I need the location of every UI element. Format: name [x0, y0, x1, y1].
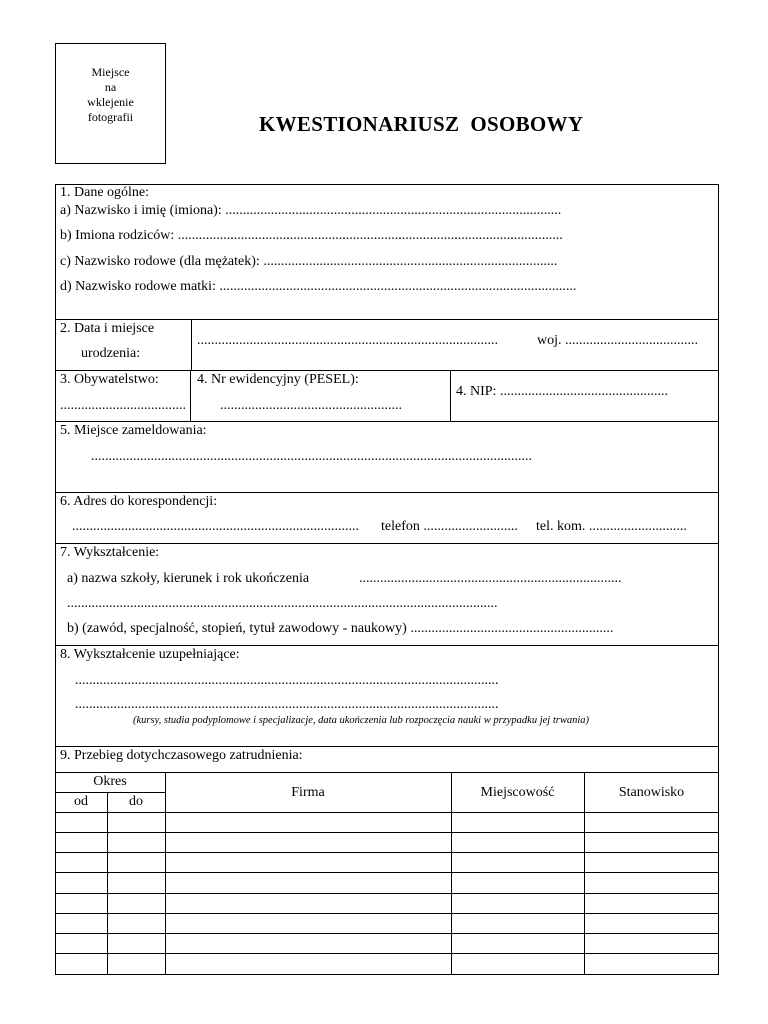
- s8-field-line-2[interactable]: [75, 698, 499, 712]
- s4-pesel-dots: ....................................................: [220, 398, 402, 413]
- table-row[interactable]: [55, 954, 719, 974]
- s4-field-nip[interactable]: [456, 385, 668, 399]
- s7-field-profession[interactable]: [67, 622, 613, 636]
- s3-field-citizenship[interactable]: [60, 399, 186, 413]
- s2-field-voivodeship[interactable]: [537, 334, 698, 348]
- s8-dots-2: .........................................................................................................................: [75, 697, 499, 712]
- table-header-firma: Firma: [291, 785, 325, 800]
- photo-text-line-4: fotografii: [87, 110, 134, 124]
- divider-s1-s2: [55, 319, 719, 320]
- s7-a-label: a) nazwa szkoły, kierunek i rok ukończenia: [67, 571, 310, 586]
- divider-s2-s3: [55, 370, 719, 371]
- s3-label: 3. Obywatelstwo:: [60, 372, 159, 387]
- s1-field-parents-names[interactable]: [60, 229, 563, 243]
- divider-s8-s9: [55, 746, 719, 747]
- s4-nip-dots: ................................................: [499, 384, 668, 399]
- s6-dots-address: ..................................................................................: [72, 519, 359, 534]
- table-row[interactable]: [55, 914, 719, 934]
- s3-dots: ....................................: [60, 398, 186, 413]
- s8-label: 8. Wykształcenie uzupełniające:: [60, 647, 240, 662]
- s6-dots-phone: ...........................: [423, 519, 518, 534]
- divider-s2-vertical: [191, 319, 192, 370]
- s6-field-phone[interactable]: [381, 520, 518, 534]
- s6-field-mobile[interactable]: [536, 520, 687, 534]
- s1-b-dots: ..............................................................................................................: [177, 228, 563, 243]
- photo-text-line-1: Miejsce: [91, 65, 130, 79]
- s6-dots-mobile: ............................: [588, 519, 687, 534]
- table-header-stanowisko: Stanowisko: [618, 785, 685, 800]
- table-header-okres: Okres: [93, 774, 127, 789]
- s7-b-label: b) (zawód, specjalność, stopień, tytuł zawodowy - naukowy): [67, 621, 407, 636]
- s2-dots-place: ......................................................................................: [197, 333, 498, 348]
- s1-header: 1. Dane ogólne:: [60, 185, 150, 200]
- photo-text-line-2: na: [104, 80, 117, 94]
- s7-b-dots: ..........................................................: [410, 621, 614, 636]
- s1-b-label: b) Imiona rodziców:: [60, 228, 175, 243]
- s6-telefon-label: telefon: [381, 519, 420, 534]
- s2-label-line-2: urodzenia:: [81, 346, 141, 361]
- s6-field-address[interactable]: [72, 520, 359, 534]
- s1-c-dots: ....................................................................................: [263, 254, 558, 269]
- divider-s9-table: [55, 772, 719, 773]
- s5-field-registered-address[interactable]: [91, 450, 532, 464]
- s4-field-pesel[interactable]: [220, 399, 402, 413]
- s2-label-line-1: 2. Data i miejsce: [60, 321, 155, 336]
- s1-d-label: d) Nazwisko rodowe matki:: [60, 279, 216, 294]
- table-header-miejscowosc: Miejscowość: [480, 785, 555, 800]
- divider-s5-s6: [55, 492, 719, 493]
- table-header-od: od: [74, 794, 88, 809]
- s7-field-school[interactable]: [359, 572, 622, 586]
- s1-field-surname-name[interactable]: [60, 204, 561, 218]
- s1-c-label: c) Nazwisko rodowe (dla mężatek):: [60, 254, 260, 269]
- s8-note: (kursy, studia podyplomowe i specjalizacje, data ukończenia lub rozpoczęcia nauki w przypadku jej trwania): [133, 715, 590, 726]
- s1-a-dots: ................................................................................................: [225, 203, 562, 218]
- s7-dots-line: ...........................................................................................................................: [67, 596, 498, 611]
- s7-a-dots: ...........................................................................: [359, 571, 622, 586]
- s6-label: 6. Adres do korespondencji:: [60, 494, 218, 509]
- s7-field-school-continued[interactable]: [67, 597, 498, 611]
- divider-s3-s4-vertical: [190, 370, 191, 421]
- table-row[interactable]: [55, 833, 719, 853]
- divider-s4-nip-vertical: [450, 370, 451, 421]
- s4-pesel-label: 4. Nr ewidencyjny (PESEL):: [197, 372, 359, 387]
- s5-dots: ..............................................................................................................................: [91, 449, 532, 464]
- s4-nip-label: 4. NIP:: [456, 384, 497, 399]
- divider-s7-s8: [55, 645, 719, 646]
- photo-placeholder-text: [56, 65, 165, 125]
- table-row[interactable]: [55, 873, 719, 893]
- s6-telkom-label: tel. kom.: [536, 519, 586, 534]
- photo-placeholder-box: [55, 43, 166, 164]
- s2-field-birth-place[interactable]: [197, 334, 498, 348]
- table-row[interactable]: [55, 813, 719, 833]
- divider-s3-s5: [55, 421, 719, 422]
- s1-field-mother-maiden-name[interactable]: [60, 280, 576, 294]
- s7-label: 7. Wykształcenie:: [60, 545, 160, 560]
- table-okres-divider: [55, 792, 165, 793]
- table-row[interactable]: [55, 894, 719, 914]
- table-row[interactable]: [55, 934, 719, 954]
- photo-text-line-3: wklejenie: [87, 95, 134, 109]
- form-title: KWESTIONARIUSZ OSOBOWY: [259, 112, 584, 136]
- s2-woj-label: woj.: [537, 333, 562, 348]
- s1-d-dots: ......................................................................................................: [219, 279, 577, 294]
- s1-a-label: a) Nazwisko i imię (imiona):: [60, 203, 222, 218]
- s8-field-line-1[interactable]: [75, 674, 499, 688]
- s1-field-maiden-name[interactable]: [60, 255, 557, 269]
- s5-label: 5. Miejsce zameldowania:: [60, 423, 207, 438]
- s2-dots-woj: ......................................: [565, 333, 698, 348]
- s9-label: 9. Przebieg dotychczasowego zatrudnienia:: [60, 748, 303, 763]
- table-row[interactable]: [55, 853, 719, 873]
- s8-dots-1: .........................................................................................................................: [75, 673, 499, 688]
- divider-s6-s7: [55, 543, 719, 544]
- table-header-do: do: [129, 794, 143, 809]
